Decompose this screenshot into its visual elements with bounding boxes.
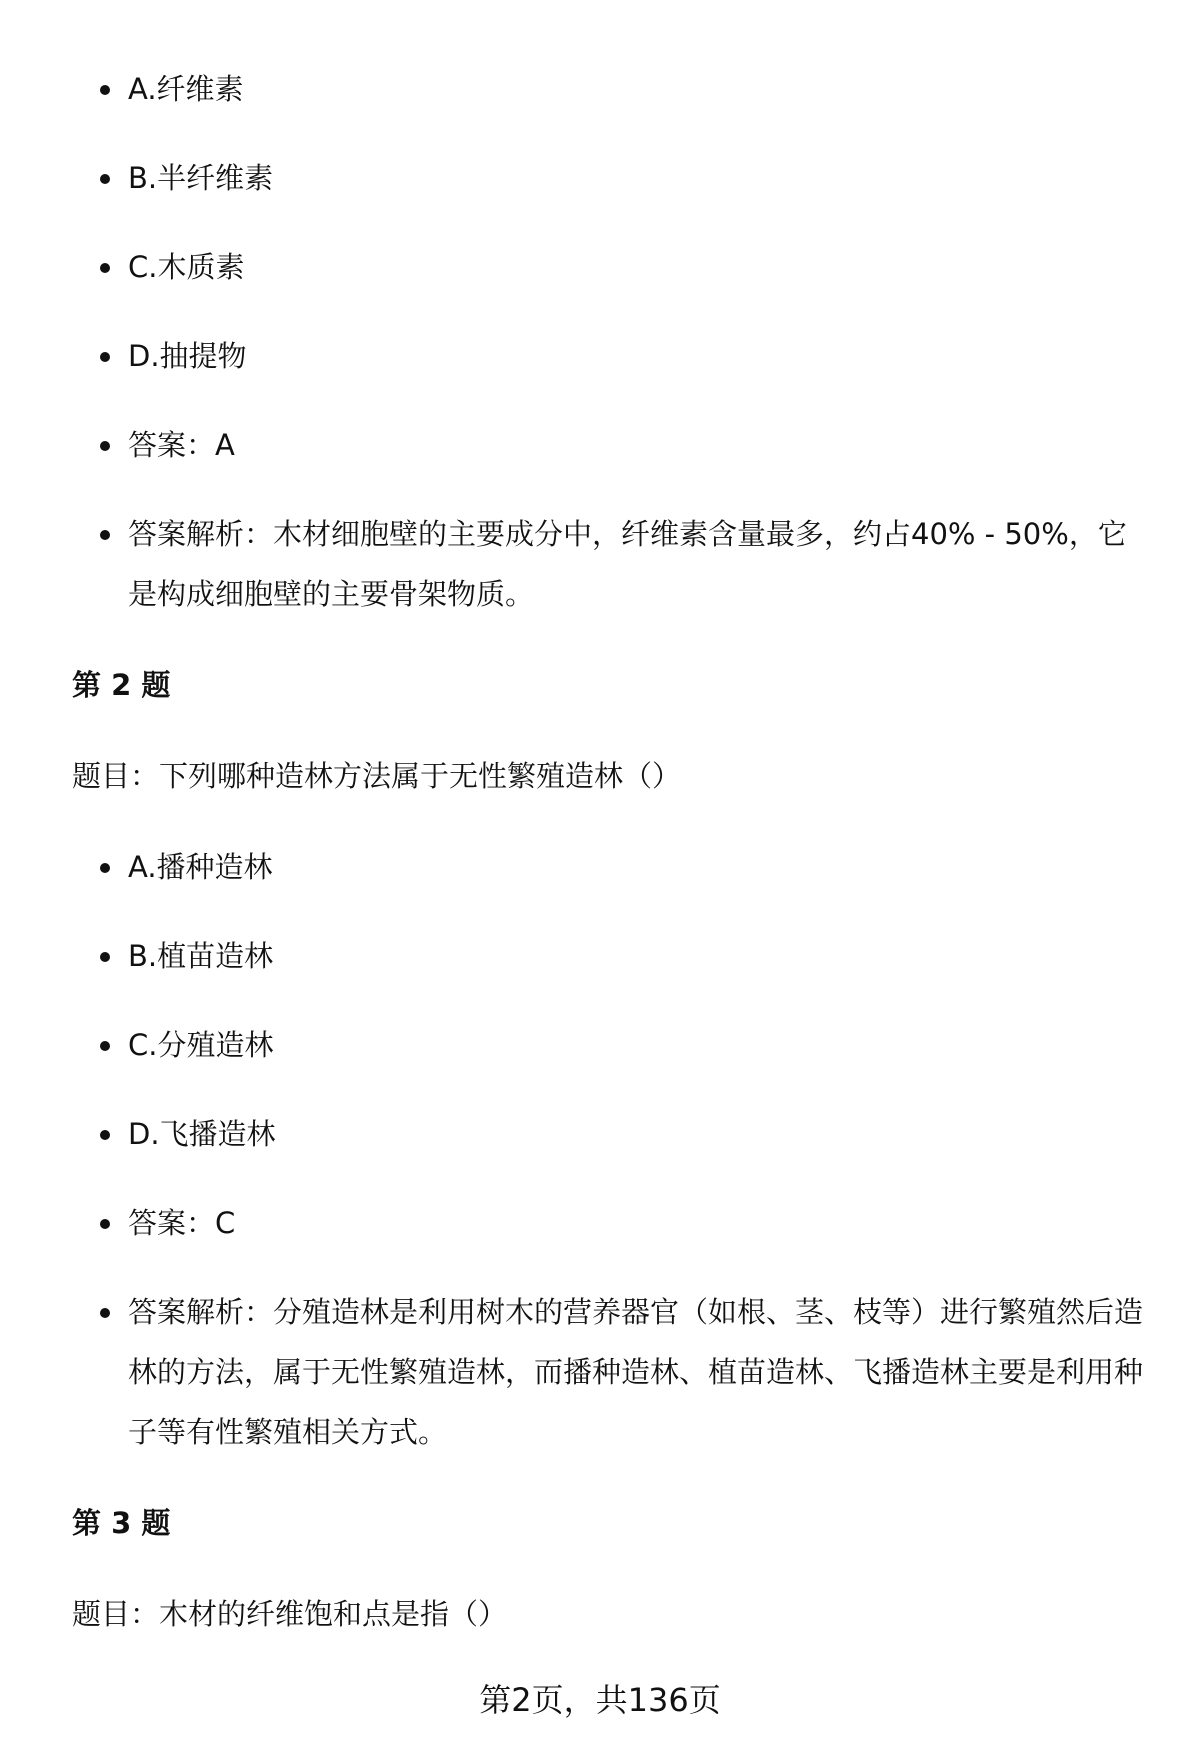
question-2-stem: 题目：下列哪种造林方法属于无性繁殖造林（）: [72, 759, 682, 793]
q1-explanation: 答案解析：木材细胞壁的主要成分中，纤维素含量最多，约占40% - 50%，它是构成细胞壁的主要骨架物质。: [72, 504, 1152, 624]
q1-answer: 答案：A: [72, 415, 1152, 475]
question-1-list: [72, 59, 1152, 624]
page-indicator: 第2页，共136页: [479, 1681, 721, 1719]
question-2-heading: 第 2 题: [72, 668, 171, 702]
q1-option-d: D.抽提物: [72, 326, 1152, 386]
q1-option-a: A.纤维素: [72, 59, 1152, 119]
q2-option-d: D.飞播造林: [72, 1104, 1152, 1164]
q2-answer: 答案：C: [72, 1193, 1152, 1253]
q2-explanation: 答案解析：分殖造林是利用树木的营养器官（如根、茎、枝等）进行繁殖然后造林的方法，属于无性繁殖造林，而播种造林、植苗造林、飞播造林主要是利用种子等有性繁殖相关方式。: [72, 1282, 1152, 1462]
q2-option-c: C.分殖造林: [72, 1015, 1152, 1075]
question-3-stem: 题目：木材的纤维饱和点是指（）: [72, 1597, 508, 1631]
document-page: [72, 0, 1152, 1644]
question-2-list: [72, 837, 1152, 1462]
q2-option-a: A.播种造林: [72, 837, 1152, 897]
q1-option-b: B.半纤维素: [72, 148, 1152, 208]
q1-option-c: C.木质素: [72, 237, 1152, 297]
question-3-heading: 第 3 题: [72, 1506, 171, 1540]
q2-option-b: B.植苗造林: [72, 926, 1152, 986]
